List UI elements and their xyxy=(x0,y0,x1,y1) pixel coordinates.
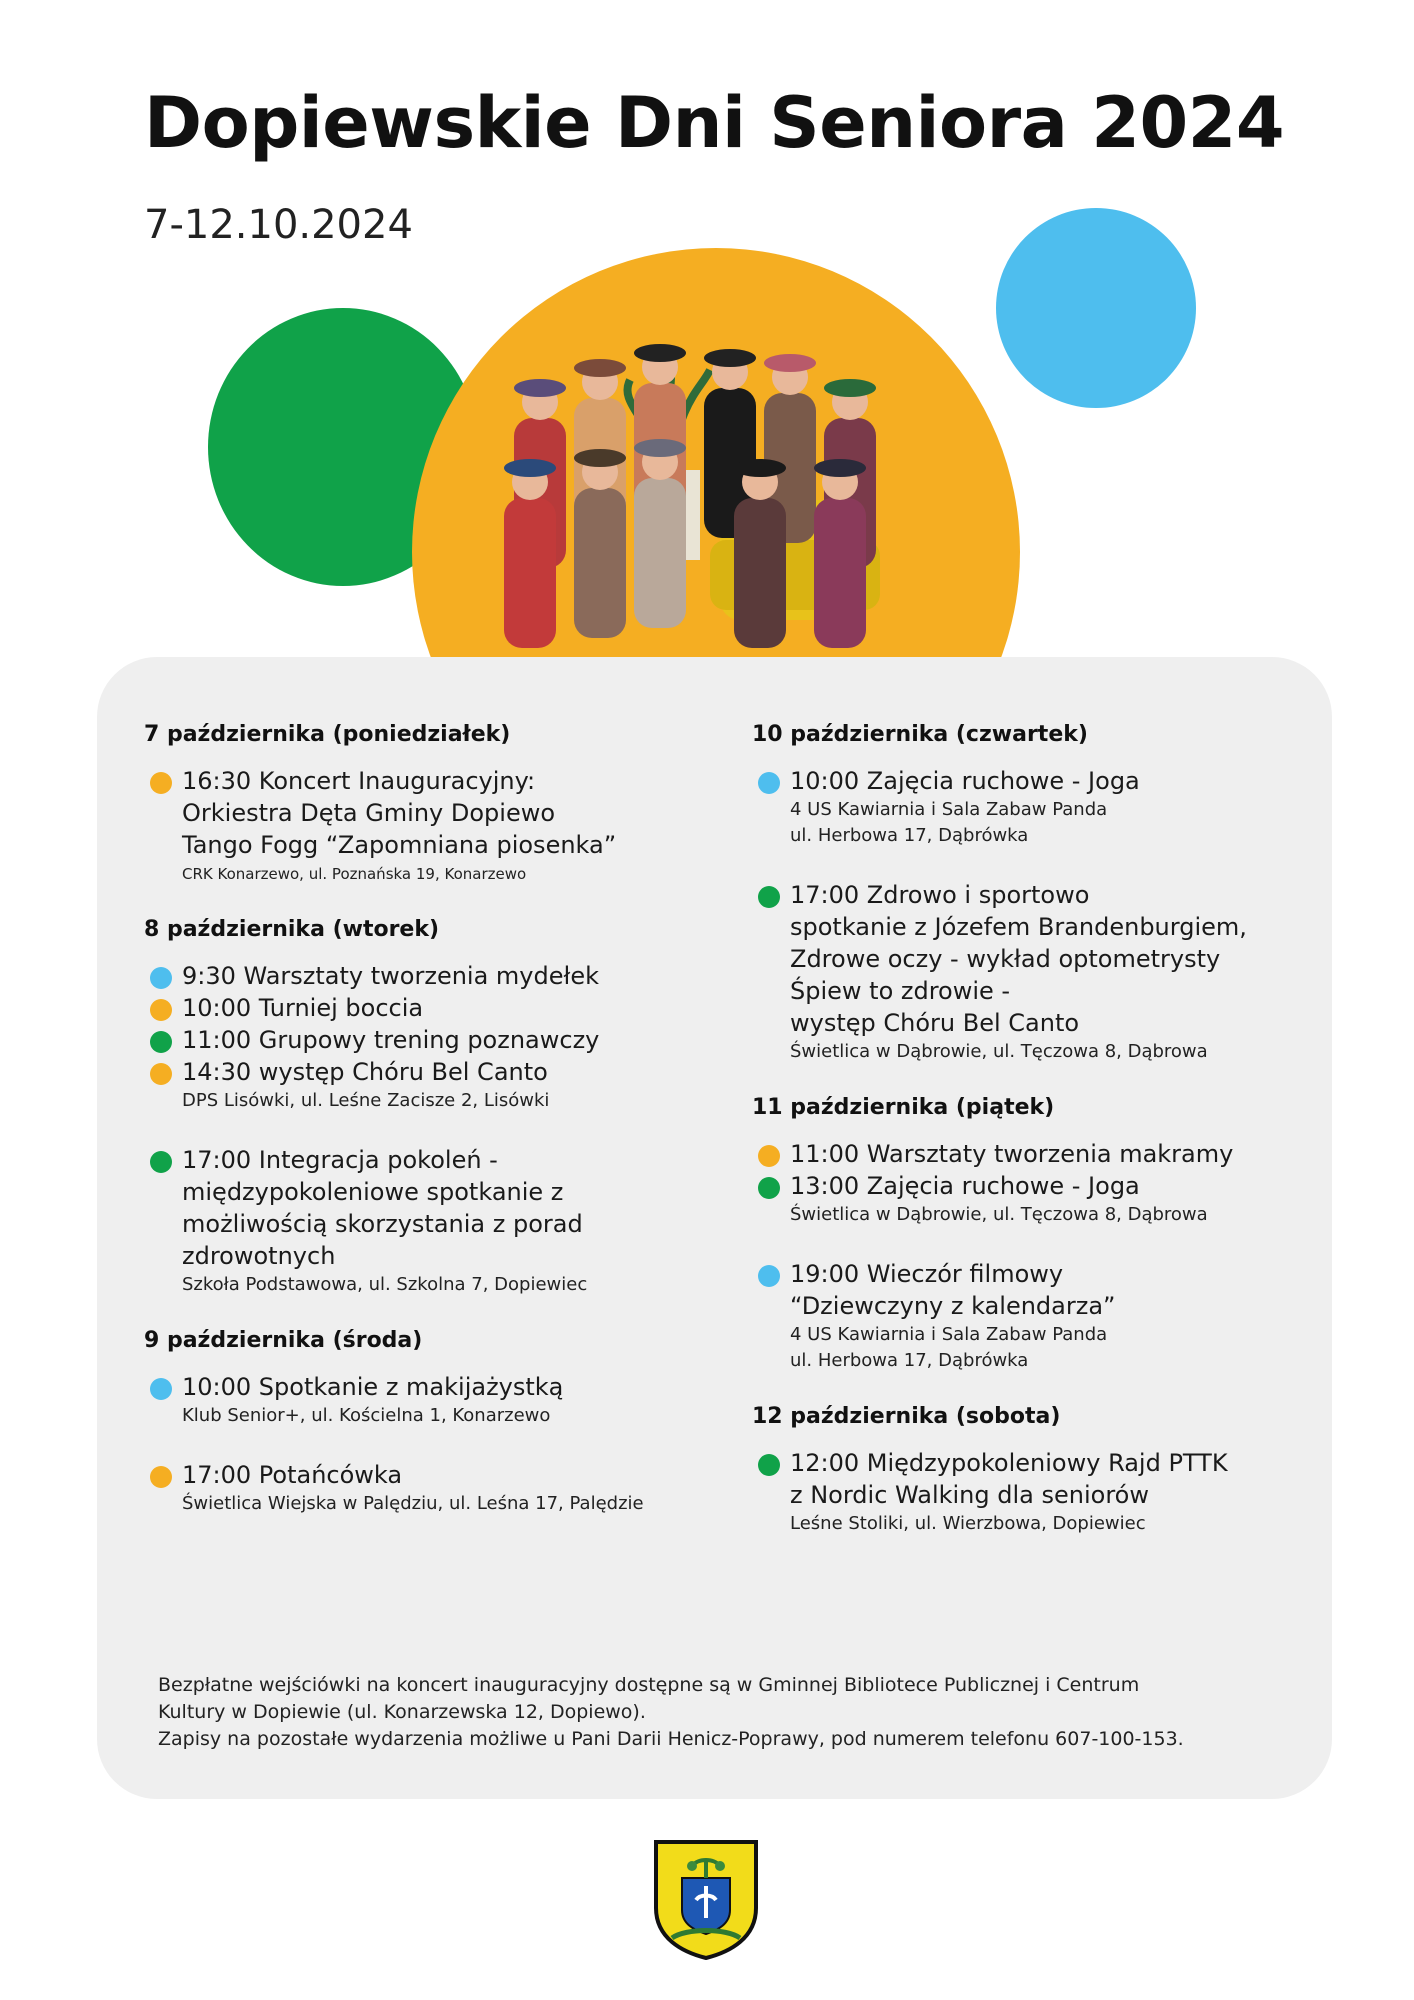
event-line xyxy=(144,1176,724,1208)
event-line xyxy=(144,1056,724,1088)
event-text: 10:00 Zajęcia ruchowe - Joga xyxy=(790,767,1140,795)
event-text: 10:00 Spotkanie z makijażystką xyxy=(182,1373,564,1401)
event-group xyxy=(144,1371,724,1429)
footer-line: Zapisy na pozostałe wydarzenia możliwe u Pani Darii Henicz-Poprawy, pod numerem telefonu 607-100-153. xyxy=(158,1728,1184,1750)
event-line xyxy=(144,1024,724,1056)
day-section xyxy=(144,1328,724,1517)
dopiewo-coat-of-arms-logo xyxy=(652,1838,760,1960)
event-text: Tango Fogg “Zapomniana piosenka” xyxy=(182,831,617,859)
event-line xyxy=(752,975,1292,1007)
green-dot-icon xyxy=(758,1454,780,1476)
event-location: CRK Konarzewo, ul. Poznańska 19, Konarzewo xyxy=(182,865,527,883)
event-text: “Dziewczyny z kalendarza” xyxy=(790,1292,1116,1320)
event-group xyxy=(752,879,1292,1065)
page-title: Dopiewskie Dni Seniora 2024 xyxy=(144,82,1285,164)
event-text: Zdrowe oczy - wykład optometrysty xyxy=(790,945,1221,973)
blue-dot-icon xyxy=(758,1265,780,1287)
event-line xyxy=(752,879,1292,911)
footer-line: Bezpłatne wejściówki na koncert inauguracyjny dostępne są w Gminnej Bibliotece Publicznej i Centrum xyxy=(158,1674,1140,1696)
event-text: Śpiew to zdrowie - xyxy=(790,977,1011,1005)
decorative-blue-circle xyxy=(996,208,1196,408)
event-text: 13:00 Zajęcia ruchowe - Joga xyxy=(790,1172,1140,1200)
event-text: 16:30 Koncert Inauguracyjny: xyxy=(182,767,536,795)
event-text: z Nordic Walking dla seniorów xyxy=(790,1481,1149,1509)
event-text: spotkanie z Józefem Brandenburgiem, xyxy=(790,913,1247,941)
event-line xyxy=(752,1290,1292,1322)
event-group xyxy=(752,1138,1292,1228)
day-heading: 7 października (poniedziałek) xyxy=(144,722,511,747)
blue-dot-icon xyxy=(150,1378,172,1400)
event-line xyxy=(144,1240,724,1272)
event-group xyxy=(144,765,724,887)
event-location: Klub Senior+, ul. Kościelna 1, Konarzewo xyxy=(182,1405,551,1426)
orange-dot-icon xyxy=(758,1145,780,1167)
blue-dot-icon xyxy=(758,772,780,794)
green-dot-icon xyxy=(150,1151,172,1173)
event-location: DPS Lisówki, ul. Leśne Zacisze 2, Lisówki xyxy=(182,1090,550,1111)
orange-dot-icon xyxy=(150,999,172,1021)
day-heading: 12 października (sobota) xyxy=(752,1404,1061,1429)
event-line xyxy=(752,911,1292,943)
orange-dot-icon xyxy=(150,772,172,794)
event-location: 4 US Kawiarnia i Sala Zabaw Panda xyxy=(790,1324,1108,1345)
event-text: Orkiestra Dęta Gminy Dopiewo xyxy=(182,799,556,827)
event-location: ul. Herbowa 17, Dąbrówka xyxy=(790,825,1029,846)
event-text: 17:00 Zdrowo i sportowo xyxy=(790,881,1090,909)
event-line xyxy=(752,1138,1292,1170)
seniors-group-photo xyxy=(470,320,970,660)
event-location: Świetlica w Dąbrowie, ul. Tęczowa 8, Dąbrowa xyxy=(790,1041,1208,1062)
day-section xyxy=(144,917,724,1298)
event-line xyxy=(144,1208,724,1240)
day-section xyxy=(144,722,724,887)
day-section xyxy=(752,722,1292,1065)
event-line xyxy=(752,1447,1292,1479)
event-text: 14:30 występ Chóru Bel Canto xyxy=(182,1058,548,1086)
event-group xyxy=(144,1459,724,1517)
event-line xyxy=(144,797,724,829)
event-line xyxy=(144,960,724,992)
day-section xyxy=(752,1095,1292,1374)
event-text: 19:00 Wieczór filmowy xyxy=(790,1260,1064,1288)
event-group xyxy=(752,1258,1292,1374)
event-location: Świetlica w Dąbrowie, ul. Tęczowa 8, Dąbrowa xyxy=(790,1204,1208,1225)
blue-dot-icon xyxy=(150,967,172,989)
schedule-left-column xyxy=(144,722,724,1547)
event-text: 9:30 Warsztaty tworzenia mydełek xyxy=(182,962,599,990)
event-group xyxy=(144,1144,724,1298)
event-line xyxy=(144,1459,724,1491)
event-line xyxy=(752,1170,1292,1202)
footer-note xyxy=(158,1672,1268,1753)
event-text: zdrowotnych xyxy=(182,1242,336,1270)
event-group xyxy=(144,960,724,1114)
green-dot-icon xyxy=(758,1177,780,1199)
event-location: Świetlica Wiejska w Palędziu, ul. Leśna 17, Palędzie xyxy=(182,1493,644,1514)
event-line xyxy=(144,829,724,861)
event-line xyxy=(144,765,724,797)
event-text: 17:00 Integracja pokoleń - xyxy=(182,1146,498,1174)
event-location: ul. Herbowa 17, Dąbrówka xyxy=(790,1350,1029,1371)
event-location: 4 US Kawiarnia i Sala Zabaw Panda xyxy=(790,799,1108,820)
event-line xyxy=(144,1371,724,1403)
event-text: możliwością skorzystania z porad xyxy=(182,1210,583,1238)
green-dot-icon xyxy=(150,1031,172,1053)
event-line xyxy=(752,765,1292,797)
event-text: międzypokoleniowe spotkanie z xyxy=(182,1178,564,1206)
day-heading: 8 października (wtorek) xyxy=(144,917,440,942)
event-line xyxy=(752,943,1292,975)
event-text: 12:00 Międzypokoleniowy Rajd PTTK xyxy=(790,1449,1228,1477)
event-text: 10:00 Turniej boccia xyxy=(182,994,424,1022)
event-text: 11:00 Warsztaty tworzenia makramy xyxy=(790,1140,1234,1168)
event-location: Szkoła Podstawowa, ul. Szkolna 7, Dopiewiec xyxy=(182,1274,588,1295)
event-line xyxy=(752,1479,1292,1511)
event-line xyxy=(752,1258,1292,1290)
event-line xyxy=(752,1007,1292,1039)
green-dot-icon xyxy=(758,886,780,908)
day-section xyxy=(752,1404,1292,1537)
day-heading: 9 października (środa) xyxy=(144,1328,423,1353)
day-heading: 10 października (czwartek) xyxy=(752,722,1088,747)
schedule-right-column xyxy=(752,722,1292,1567)
event-dates: 7-12.10.2024 xyxy=(144,202,413,248)
day-heading: 11 października (piątek) xyxy=(752,1095,1055,1120)
event-line xyxy=(144,1144,724,1176)
orange-dot-icon xyxy=(150,1063,172,1085)
orange-dot-icon xyxy=(150,1466,172,1488)
event-location: Leśne Stoliki, ul. Wierzbowa, Dopiewiec xyxy=(790,1513,1146,1534)
event-text: 11:00 Grupowy trening poznawczy xyxy=(182,1026,600,1054)
event-text: występ Chóru Bel Canto xyxy=(790,1009,1080,1037)
event-text: 17:00 Potańcówka xyxy=(182,1461,403,1489)
footer-line: Kultury w Dopiewie (ul. Konarzewska 12, Dopiewo). xyxy=(158,1701,646,1723)
event-group xyxy=(752,1447,1292,1537)
event-line xyxy=(144,992,724,1024)
event-group xyxy=(752,765,1292,849)
